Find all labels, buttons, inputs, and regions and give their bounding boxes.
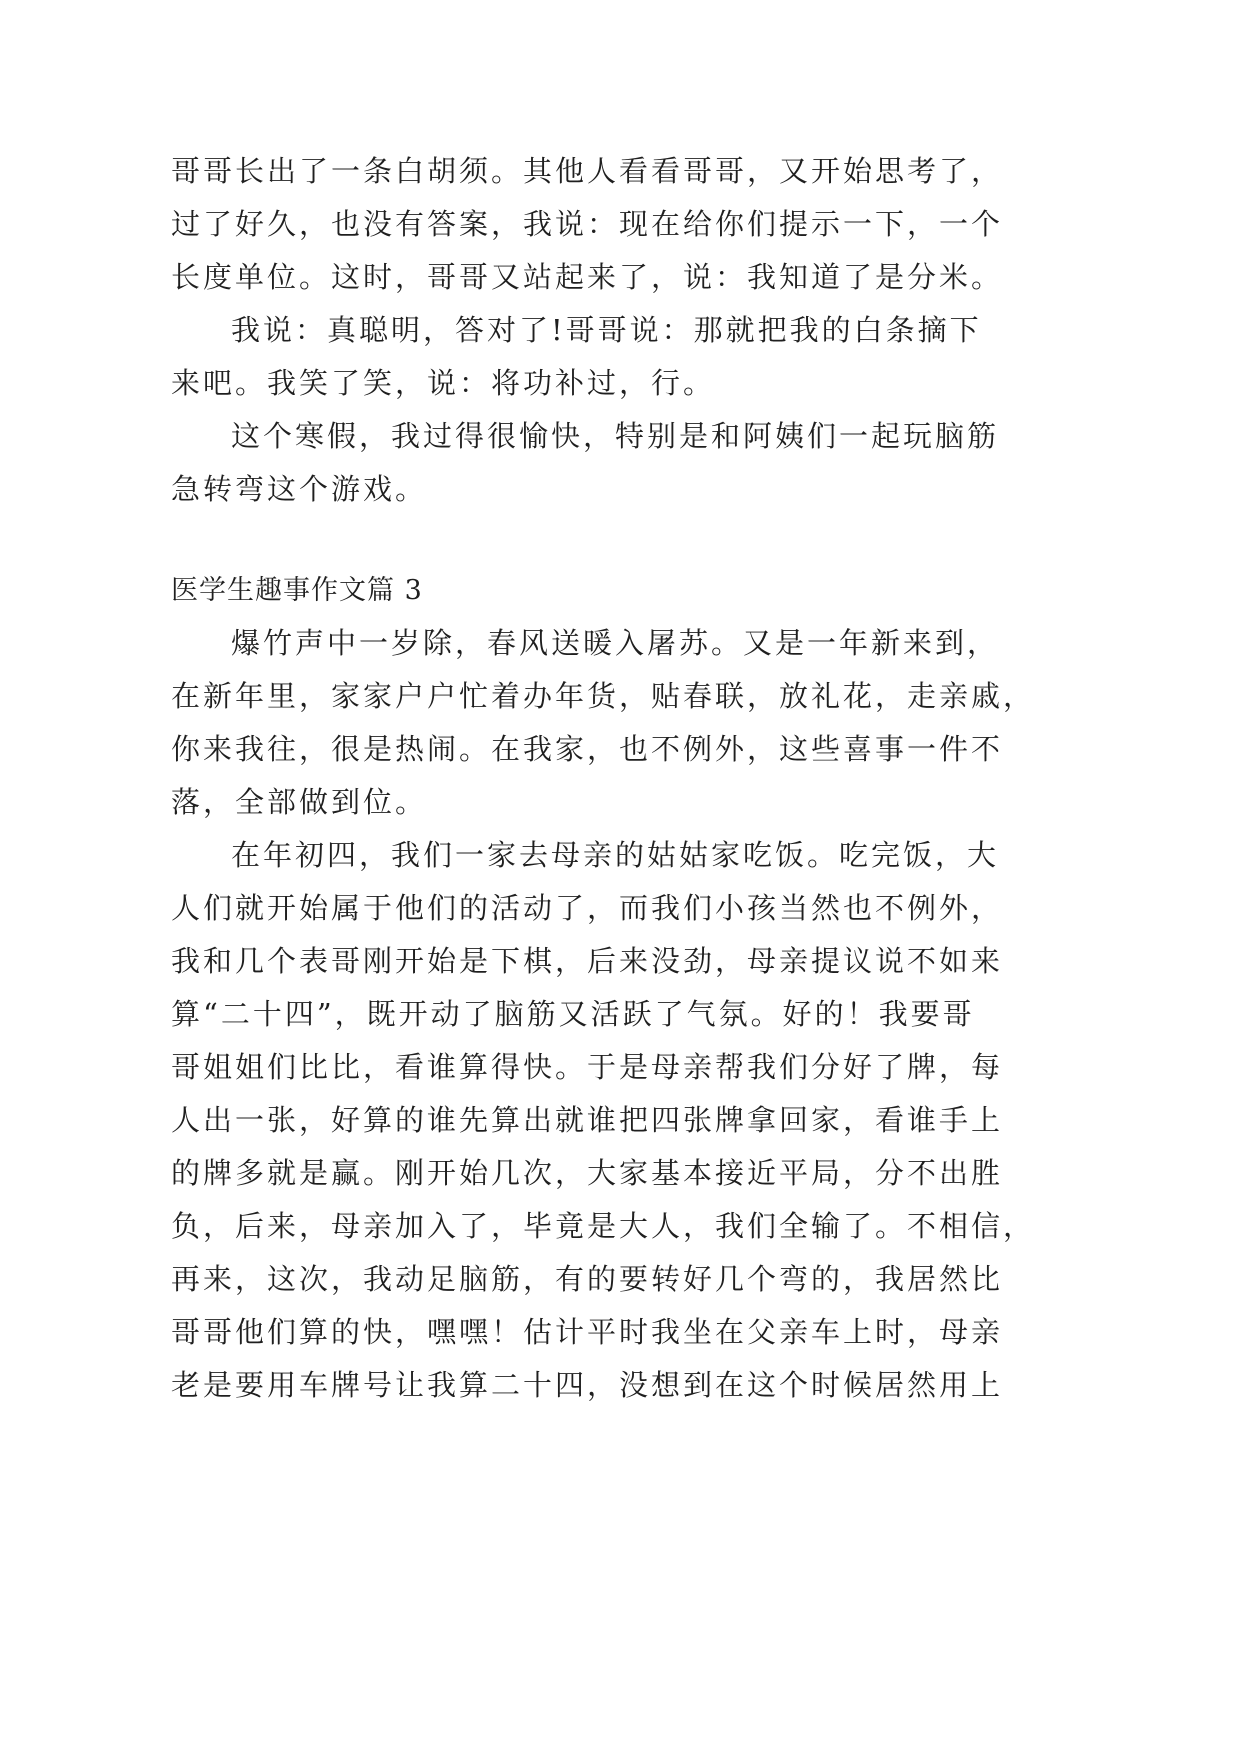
text-line: 这个寒假，我过得很愉快，特别是和阿姨们一起玩脑筋	[231, 419, 1000, 453]
text-line: 过了好久，也没有答案，我说：现在给你们提示一下，一个	[171, 207, 1004, 241]
paragraph-4	[171, 617, 1036, 829]
paragraph-2	[171, 304, 982, 410]
text-line: 老是要用车牌号让我算二十四，没想到在这个时候居然用上	[171, 1368, 1004, 1402]
text-line: 人出一张，好算的谁先算出就谁把四张牌拿回家，看谁手上	[171, 1103, 1004, 1137]
text-line: 的牌多就是赢。刚开始几次，大家基本接近平局，分不出胜	[171, 1156, 1004, 1190]
text-line: 我和几个表哥刚开始是下棋，后来没劲，母亲提议说不如来	[171, 944, 1004, 978]
text-line: 落，全部做到位。	[171, 785, 428, 819]
text-line: 来吧。我笑了笑，说：将功补过，行。	[171, 366, 716, 400]
text-line: 我说：真聪明，答对了!哥哥说：那就把我的白条摘下	[231, 313, 982, 347]
text-line: 爆竹声中一岁除，春风送暖入屠苏。又是一年新来到，	[231, 626, 1000, 660]
text-line: 哥姐姐们比比，看谁算得快。于是母亲帮我们分好了牌，每	[171, 1050, 1004, 1084]
text-line: 急转弯这个游戏。	[171, 472, 428, 506]
section-title: 医学生趣事作文篇 3	[171, 575, 423, 606]
paragraph-5	[171, 829, 1036, 1412]
text-line: 人们就开始属于他们的活动了，而我们小孩当然也不例外，	[171, 891, 1004, 925]
text-line: 哥哥长出了一条白胡须。其他人看看哥哥，又开始思考了，	[171, 154, 1004, 188]
paragraph-3	[171, 410, 1000, 516]
text-line: 再来，这次，我动足脑筋，有的要转好几个弯的，我居然比	[171, 1262, 1004, 1296]
text-line: 算“二十四”，既开动了脑筋又活跃了气氛。好的！我要哥	[171, 997, 975, 1031]
text-line: 长度单位。这时，哥哥又站起来了，说：我知道了是分米。	[171, 260, 1004, 294]
text-line: 哥哥他们算的快，嘿嘿！估计平时我坐在父亲车上时，母亲	[171, 1315, 1004, 1349]
text-line: 在年初四，我们一家去母亲的姑姑家吃饭。吃完饭，大	[231, 838, 1000, 872]
section-spacer	[171, 516, 971, 564]
document-body	[171, 145, 1036, 1412]
intro-paragraph	[171, 145, 1004, 304]
text-line: 在新年里，家家户户忙着办年货，贴春联，放礼花，走亲戚，	[171, 679, 1036, 713]
text-line: 你来我往，很是热闹。在我家，也不例外，这些喜事一件不	[171, 732, 1004, 766]
text-line: 负，后来，母亲加入了，毕竟是大人，我们全输了。不相信，	[171, 1209, 1036, 1243]
